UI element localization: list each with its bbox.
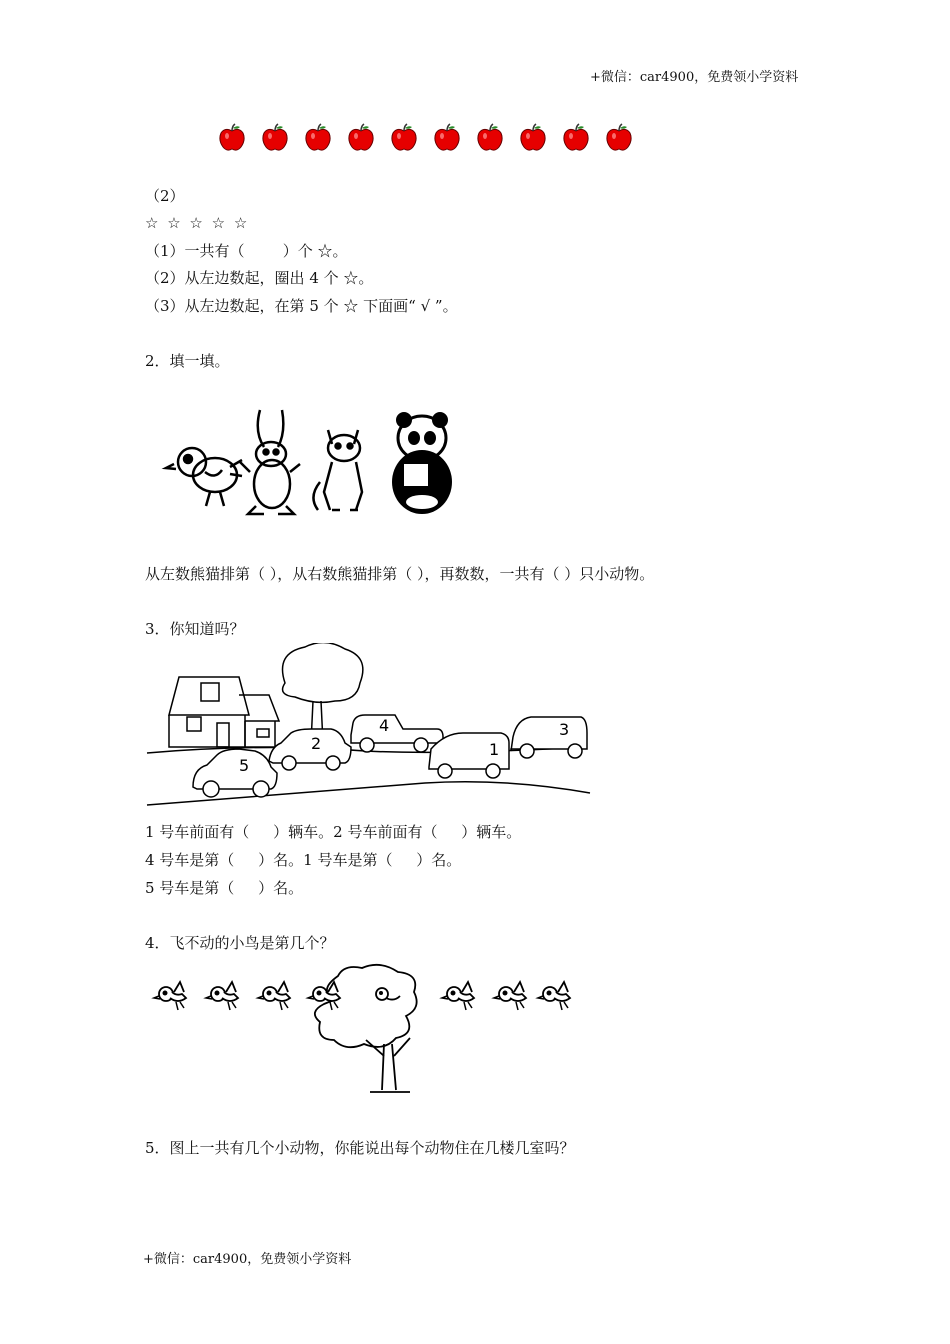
question-2-title: 2．填一填。	[145, 352, 230, 370]
svg-text:2: 2	[311, 734, 322, 753]
apple-icon	[475, 122, 505, 152]
bird-icon	[206, 982, 238, 1010]
apple-icon	[346, 122, 376, 152]
question-3-line2: 4 号车是第（ ）名。1 号车是第（ ）名。	[145, 851, 462, 869]
bird-icon	[538, 982, 570, 1010]
car-3	[511, 717, 587, 758]
bird-icon	[308, 982, 340, 1010]
question-1-1: （1）一共有（ ）个 ☆。	[145, 242, 348, 260]
apple-icon	[303, 122, 333, 152]
question-3-line1: 1 号车前面有（ ）辆车。2 号车前面有（ ）辆车。	[145, 823, 522, 841]
fox-icon	[313, 430, 362, 510]
car-race-illustration	[145, 643, 595, 813]
car-5	[193, 749, 277, 797]
svg-text:5: 5	[239, 756, 250, 775]
question-1-3: （3）从左边数起，在第 5 个 ☆ 下面画“ √ ”。	[145, 297, 458, 315]
apple-row	[217, 122, 634, 152]
panda-icon	[392, 412, 452, 514]
car-1	[429, 733, 509, 778]
stars-row: ☆ ☆ ☆ ☆ ☆	[145, 214, 250, 232]
car-2	[269, 729, 351, 770]
question-2-text: 从左数熊猫排第（ ），从右数熊猫排第（ ），再数数，一共有（ ）只小动物。	[145, 565, 655, 583]
question-3-line3: 5 号车是第（ ）名。	[145, 879, 304, 897]
apple-icon	[604, 122, 634, 152]
birds-tree-illustration	[148, 960, 578, 1100]
bird-icon	[166, 448, 242, 506]
bird-icon	[442, 982, 474, 1010]
svg-text:4: 4	[379, 716, 390, 735]
apple-icon	[260, 122, 290, 152]
apple-icon	[561, 122, 591, 152]
svg-text:1: 1	[489, 740, 500, 759]
question-4-title: 4．飞不动的小鸟是第几个？	[145, 934, 335, 952]
rabbit-icon	[240, 410, 300, 514]
header-watermark: +微信：car4900，免费领小学资料	[590, 70, 799, 85]
part-label: （2）	[145, 187, 185, 205]
car-4	[351, 715, 443, 752]
svg-text:3: 3	[559, 720, 570, 739]
apple-icon	[432, 122, 462, 152]
footer-watermark: +微信：car4900，免费领小学资料	[143, 1252, 352, 1267]
bird-icon	[494, 982, 526, 1010]
animals-illustration	[160, 402, 460, 522]
tree-bird-icon	[376, 988, 400, 1000]
bird-icon	[154, 982, 186, 1010]
apple-icon	[217, 122, 247, 152]
apple-icon	[518, 122, 548, 152]
question-3-title: 3．你知道吗？	[145, 620, 245, 638]
bird-icon	[258, 982, 290, 1010]
apple-icon	[389, 122, 419, 152]
question-1-2: （2）从左边数起，圈出 4 个 ☆。	[145, 269, 374, 287]
question-5-title: 5．图上一共有几个小动物，你能说出每个动物住在几楼几室吗？	[145, 1139, 575, 1157]
